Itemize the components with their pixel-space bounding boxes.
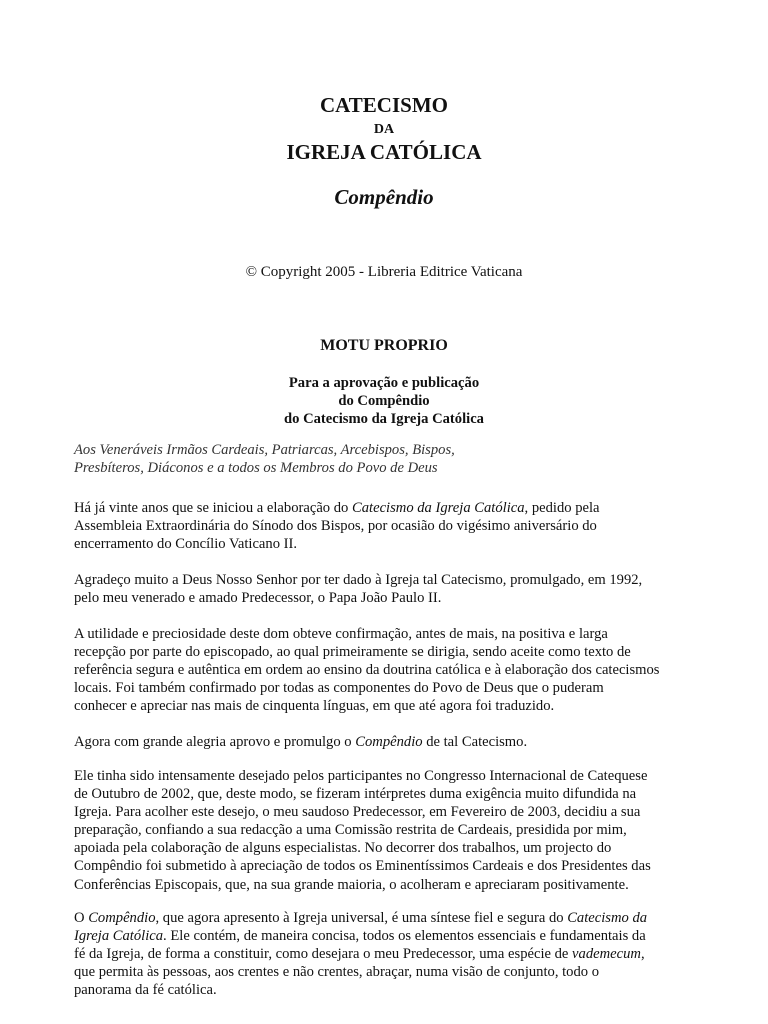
paragraph-2: [74, 571, 714, 607]
italic-text: vademecum: [572, 946, 641, 963]
text: recepção por parte do episcopado, ao qual primeiramente se dirigia, sendo aceite como texto de: [74, 644, 631, 661]
text: referência segura e autêntica em ordem ao ensino da doutrina católica e à elaboração dos catecismos: [74, 662, 660, 679]
text: ,: [640, 946, 645, 963]
paragraph-3: [74, 625, 714, 715]
text: locais. Foi também confirmado por todas as componentes do Povo de Deus que o puderam: [74, 680, 604, 697]
text: Ele tinha sido intensamente desejado pelos participantes no Congresso Internacional de Catequese: [74, 768, 648, 784]
text: Conferências Episcopais, que, na sua grande maioria, o acolheram e apreciaram positivamente.: [74, 876, 629, 893]
text: Agradeço muito a Deus Nosso Senhor por ter dado à Igreja tal Catecismo, promulgado, em 1992,: [74, 572, 643, 588]
italic-text: Catecismo da Igreja Católica: [352, 500, 525, 516]
italic-text: Catecismo da: [567, 910, 648, 926]
text: encerramento do Concílio Vaticano II.: [74, 536, 298, 553]
text: panorama da fé católica.: [74, 982, 217, 999]
purpose-line: do Compêndio: [338, 393, 430, 409]
purpose-block: [0, 374, 768, 428]
address-line: Presbíteros, Diáconos e a todos os Membros do Povo de Deus: [74, 460, 438, 477]
italic-text: Compêndio: [355, 734, 423, 750]
paragraph-5: [74, 767, 714, 894]
paragraph-1: [74, 499, 714, 553]
text: fé da Igreja, de forma a constituir, como desejara o meu Predecessor, uma espécie de: [74, 946, 573, 963]
address-line: Aos Veneráveis Irmãos Cardeais, Patriarcas, Arcebispos, Bispos,: [74, 442, 455, 458]
text: Igreja. Para acolher este desejo, o meu saudoso Predecessor, em Fevereiro de 2003, decidiu a sua: [74, 804, 641, 821]
paragraph-6: [74, 909, 714, 999]
text: pelo meu venerado e amado Predecessor, o Papa João Paulo II.: [74, 590, 442, 607]
italic-text: Igreja Católica: [74, 928, 164, 945]
paragraph-4: [74, 733, 714, 751]
title-igreja-catolica: IGREJA CATÓLICA: [286, 140, 482, 164]
copyright-line: © Copyright 2005 - Libreria Editrice Vaticana: [245, 264, 523, 280]
purpose-line: Para a aprovação e publicação: [288, 375, 480, 391]
text: , pedido pela: [524, 500, 600, 516]
text: O: [74, 910, 89, 926]
text: que permita às pessoas, aos crentes e não crentes, abraçar, numa visão de conjunto, todo o: [74, 964, 600, 981]
text: Há já vinte anos que se iniciou a elaboração do: [74, 500, 352, 516]
title-da: DA: [373, 122, 395, 137]
text: Agora com grande alegria aprovo e promulgo o: [74, 734, 356, 750]
text: Assembleia Extraordinária do Sínodo dos Bispos, por ocasião do vigésimo aniversário do: [74, 518, 597, 535]
text: de Outubro de 2002, que, deste modo, se fizeram intérpretes duma exigência muito difundida na: [74, 786, 637, 803]
subtitle-compendio: Compêndio: [334, 185, 434, 209]
text: , que agora apresento à Igreja universal, é uma síntese fiel e segura do: [155, 910, 568, 926]
motu-proprio-heading: MOTU PROPRIO: [320, 337, 448, 354]
address-block: [74, 441, 714, 477]
text: A utilidade e preciosidade deste dom obteve confirmação, antes de mais, na positiva e larga: [74, 626, 608, 642]
title-catecismo: CATECISMO: [320, 93, 448, 117]
text: conhecer e apreciar nas mais de cinquenta línguas, em que até agora foi traduzido.: [74, 698, 555, 715]
italic-text: Compêndio: [88, 910, 156, 926]
text: apoiada pela colaboração de alguns especialistas. No decorrer dos trabalhos, um projecto do: [74, 840, 612, 857]
text: Compêndio foi submetido à apreciação de todos os Eminentíssimos Cardeais e dos Presidentes das: [74, 858, 651, 875]
text: preparação, confiando a sua redacção a uma Comissão restrita de Cardeais, presidida por mim,: [74, 822, 627, 839]
text: de tal Catecismo.: [422, 734, 528, 750]
text: . Ele contém, de maneira concisa, todos os elementos essenciais e fundamentais da: [163, 928, 646, 945]
purpose-line: do Catecismo da Igreja Católica: [284, 411, 484, 427]
